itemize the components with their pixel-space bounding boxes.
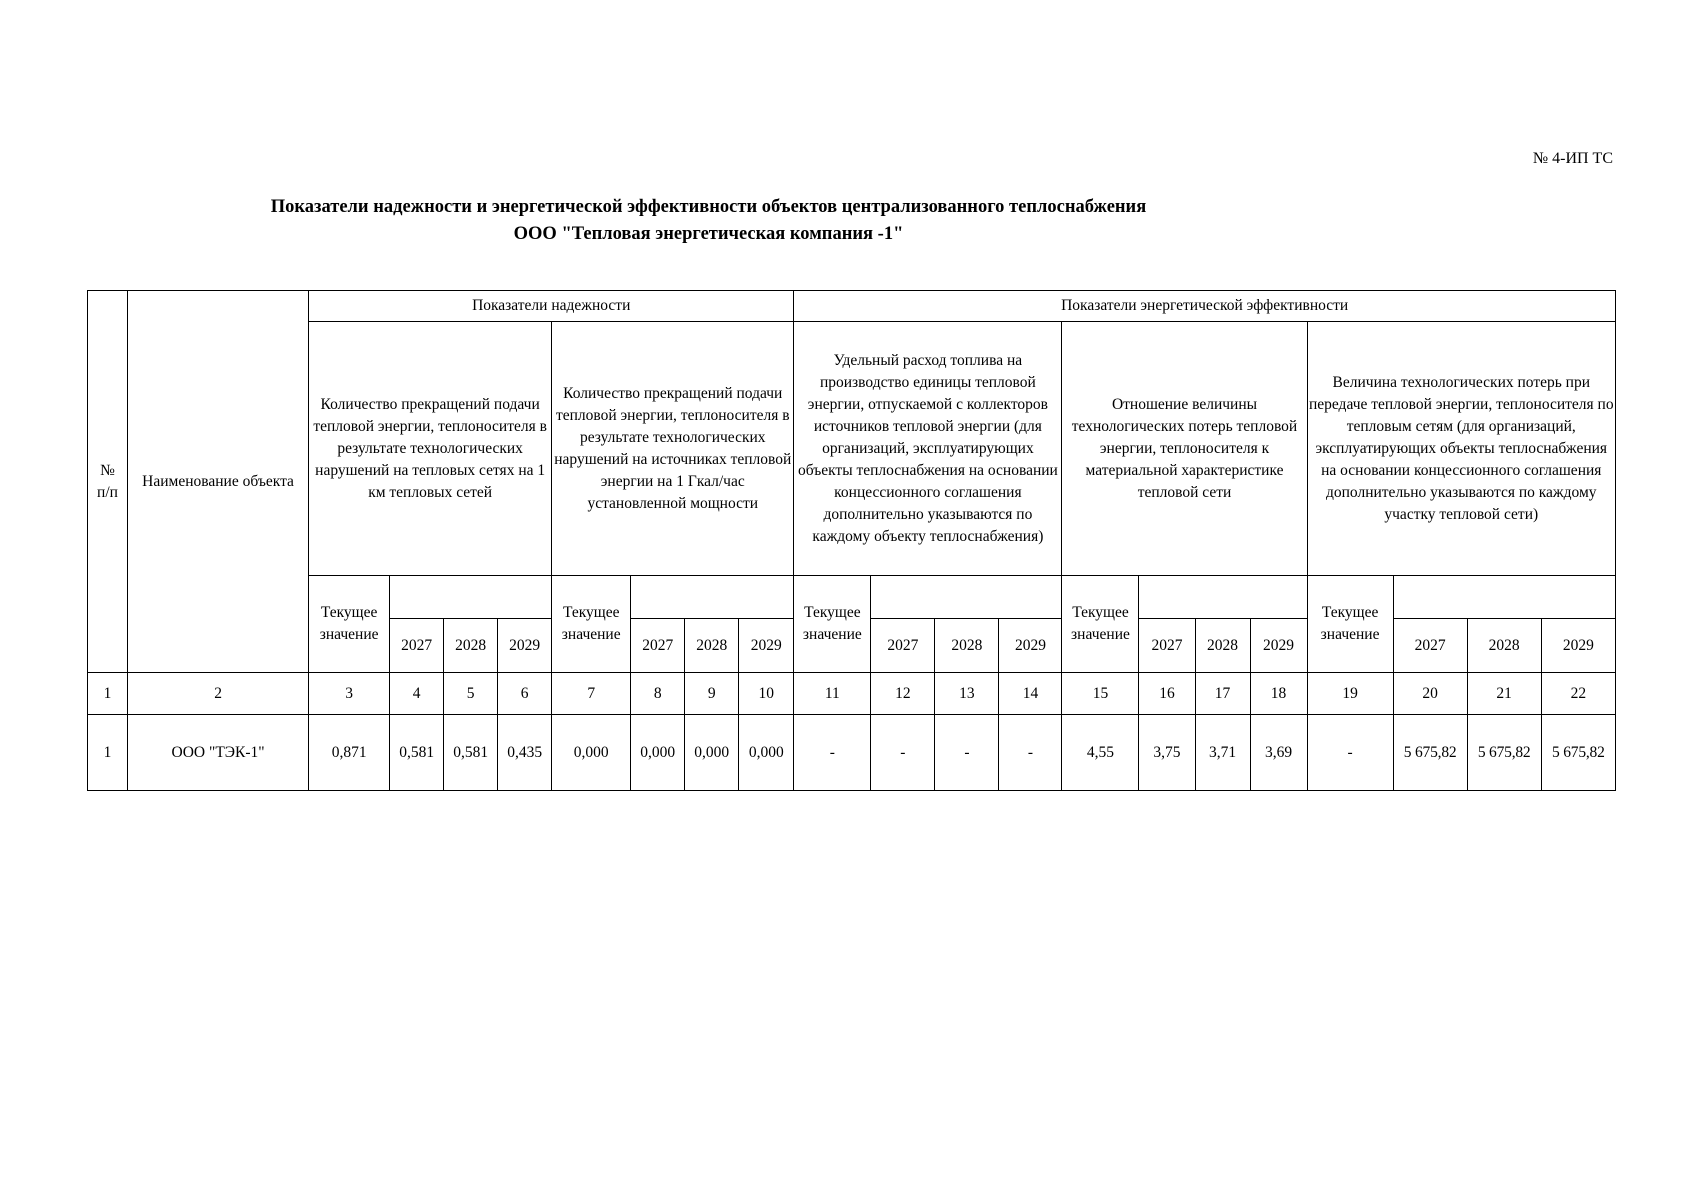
column-number: 4 bbox=[390, 673, 444, 715]
table-cell: - bbox=[794, 715, 871, 791]
table-cell: 5 675,82 bbox=[1541, 715, 1615, 791]
table-cell: 3,75 bbox=[1139, 715, 1195, 791]
header-row-indicators bbox=[88, 322, 1616, 576]
years-group-header-4 bbox=[1139, 576, 1307, 619]
group-reliability-header: Показатели надежности bbox=[309, 291, 794, 322]
current-value-header-5: Текущее значение bbox=[1307, 576, 1393, 673]
year-header: 2027 bbox=[1139, 619, 1195, 673]
column-number: 9 bbox=[685, 673, 739, 715]
row-number-cell: 1 bbox=[88, 715, 128, 791]
indicator-header-5: Величина технологических потерь при передаче тепловой энергии, теплоносителя по тепловым сетям (для организаций, эксплуатирующих объекты теплоснабжения на основании концессионного соглашения дополнительно указываются по каждому участку тепловой сети) bbox=[1307, 322, 1615, 576]
current-value-header-4: Текущее значение bbox=[1062, 576, 1139, 673]
group-efficiency-header: Показатели энергетической эффективности bbox=[794, 291, 1616, 322]
column-number: 21 bbox=[1467, 673, 1541, 715]
year-header: 2027 bbox=[1393, 619, 1467, 673]
year-header: 2028 bbox=[685, 619, 739, 673]
column-number: 1 bbox=[88, 673, 128, 715]
table-cell: - bbox=[871, 715, 935, 791]
column-number: 8 bbox=[631, 673, 685, 715]
indicator-header-1: Количество прекращений подачи тепловой энергии, теплоносителя в результате технологических нарушений на тепловых сетях на 1 км тепловых сетей bbox=[309, 322, 552, 576]
year-header: 2028 bbox=[1467, 619, 1541, 673]
table-cell: 0,000 bbox=[552, 715, 631, 791]
column-number: 19 bbox=[1307, 673, 1393, 715]
years-group-header-1 bbox=[390, 576, 552, 619]
year-header: 2027 bbox=[390, 619, 444, 673]
year-header: 2028 bbox=[1195, 619, 1250, 673]
current-value-header-3: Текущее значение bbox=[794, 576, 871, 673]
column-number: 7 bbox=[552, 673, 631, 715]
current-value-header-2: Текущее значение bbox=[552, 576, 631, 673]
column-number: 2 bbox=[128, 673, 309, 715]
column-numbers-row bbox=[88, 673, 1616, 715]
table-cell: 0,871 bbox=[309, 715, 390, 791]
year-header: 2028 bbox=[935, 619, 999, 673]
column-number: 14 bbox=[999, 673, 1062, 715]
table-cell: 0,000 bbox=[685, 715, 739, 791]
table-cell: - bbox=[1307, 715, 1393, 791]
years-group-header-2 bbox=[631, 576, 794, 619]
table-cell: 0,581 bbox=[390, 715, 444, 791]
year-header: 2027 bbox=[631, 619, 685, 673]
column-number: 5 bbox=[444, 673, 498, 715]
year-header: 2027 bbox=[871, 619, 935, 673]
col-no-header: № п/п bbox=[88, 291, 128, 673]
table-cell: 0,581 bbox=[444, 715, 498, 791]
column-number: 22 bbox=[1541, 673, 1615, 715]
column-number: 16 bbox=[1139, 673, 1195, 715]
indicator-header-2: Количество прекращений подачи тепловой энергии, теплоносителя в результате технологических нарушений на источниках тепловой энергии на 1 Гкал/час установленной мощности bbox=[552, 322, 794, 576]
year-header: 2029 bbox=[739, 619, 794, 673]
table-cell: 3,71 bbox=[1195, 715, 1250, 791]
table-cell: 0,000 bbox=[631, 715, 685, 791]
column-number: 11 bbox=[794, 673, 871, 715]
indicator-header-3: Удельный расход топлива на производство единицы тепловой энергии, отпускаемой с коллекторов источников тепловой энергии (для организаций, эксплуатирующих объекты теплоснабжения на основании концессионного соглашения дополнительно указываются по каждому объекту теплоснабжения) bbox=[794, 322, 1062, 576]
year-header: 2029 bbox=[1250, 619, 1307, 673]
years-group-header-5 bbox=[1393, 576, 1615, 619]
table-cell: 5 675,82 bbox=[1393, 715, 1467, 791]
table-cell: 5 675,82 bbox=[1467, 715, 1541, 791]
table-cell: 0,000 bbox=[739, 715, 794, 791]
header-row-current bbox=[88, 576, 1616, 619]
column-number: 18 bbox=[1250, 673, 1307, 715]
object-name-cell: ООО "ТЭК-1" bbox=[128, 715, 309, 791]
column-number: 20 bbox=[1393, 673, 1467, 715]
col-name-header: Наименование объекта bbox=[128, 291, 309, 673]
years-group-header-3 bbox=[871, 576, 1062, 619]
column-number: 13 bbox=[935, 673, 999, 715]
table-cell: 3,69 bbox=[1250, 715, 1307, 791]
table-row bbox=[88, 715, 1616, 791]
indicator-header-4: Отношение величины технологических потерь тепловой энергии, теплоносителя к материальной характеристике тепловой сети bbox=[1062, 322, 1307, 576]
column-number: 6 bbox=[498, 673, 552, 715]
document-subtitle: ООО "Тепловая энергетическая компания -1" bbox=[513, 224, 904, 244]
indicators-table bbox=[87, 290, 1616, 791]
column-number: 12 bbox=[871, 673, 935, 715]
year-header: 2029 bbox=[1541, 619, 1615, 673]
table-cell: - bbox=[935, 715, 999, 791]
column-number: 3 bbox=[309, 673, 390, 715]
year-header: 2029 bbox=[498, 619, 552, 673]
column-number: 10 bbox=[739, 673, 794, 715]
table-cell: 0,435 bbox=[498, 715, 552, 791]
document-number: № 4-ИП ТС bbox=[1532, 150, 1613, 167]
table-cell: 4,55 bbox=[1062, 715, 1139, 791]
column-number: 15 bbox=[1062, 673, 1139, 715]
year-header: 2029 bbox=[999, 619, 1062, 673]
year-header: 2028 bbox=[444, 619, 498, 673]
document-title: Показатели надежности и энергетической эффективности объектов централизованного теплоснабжения bbox=[270, 197, 1147, 217]
current-value-header-1: Текущее значение bbox=[309, 576, 390, 673]
column-number: 17 bbox=[1195, 673, 1250, 715]
table-cell: - bbox=[999, 715, 1062, 791]
header-row-groups bbox=[88, 291, 1616, 322]
